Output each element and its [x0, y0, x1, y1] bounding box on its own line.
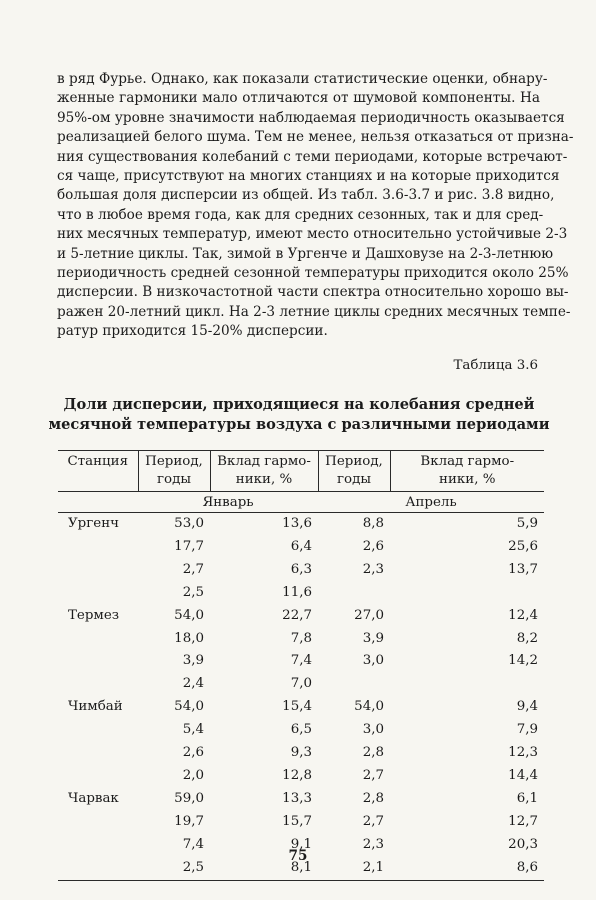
- value-cell: 2,7: [362, 767, 384, 783]
- station-cell: [58, 811, 138, 834]
- table-row: [58, 582, 544, 605]
- value-cell: [390, 582, 544, 605]
- value-cell: 3,0: [362, 722, 384, 738]
- paragraph-line: что в любое время года, как для средних сезонных, так и для сред-: [57, 206, 544, 223]
- value-cell: 2,5: [138, 857, 210, 880]
- station-cell: [58, 765, 138, 788]
- table-row: [58, 559, 544, 582]
- value-cell: 5,9: [516, 516, 538, 531]
- value-cell: 27,0: [354, 607, 384, 623]
- page-number: 75: [288, 848, 308, 864]
- value-cell: 22,7: [282, 607, 312, 623]
- value-cell: 13,6: [282, 516, 312, 531]
- paragraph-line: большая доля дисперсии из общей. Из табл. 3.6-3.7 и рис. 3.8 видно,: [57, 187, 555, 204]
- station-cell: Чимбай: [68, 699, 123, 715]
- caption-line-1: Доли дисперсии, приходящиеся на колебания средней: [63, 396, 535, 413]
- paragraph-line: дисперсии. В низкочастотной части спектра относительно хорошо вы-: [57, 284, 569, 301]
- value-cell: 14,4: [508, 767, 538, 783]
- table-row: [58, 788, 544, 811]
- value-cell: 20,3: [508, 836, 538, 852]
- table-row: [58, 650, 544, 673]
- paragraph-line: них месячных температур, имеют место относительно устойчивые 2-3: [57, 226, 568, 243]
- body-paragraph: [57, 70, 574, 342]
- table-body: [58, 513, 544, 881]
- table-number: Таблица 3.6: [453, 358, 538, 373]
- station-cell: [58, 650, 138, 673]
- paragraph-line: реализацией белого шума. Тем не менее, нельзя отказаться от призна-: [57, 129, 574, 146]
- value-cell: 2,8: [362, 745, 384, 761]
- value-cell: [318, 582, 390, 605]
- table-row: [58, 513, 544, 536]
- value-cell: 11,6: [282, 584, 312, 600]
- value-cell: 12,3: [508, 745, 538, 761]
- table-row: [58, 536, 544, 559]
- station-cell: [58, 628, 138, 651]
- value-cell: 15,4: [282, 699, 312, 715]
- station-cell: [58, 719, 138, 742]
- station-cell: [58, 582, 138, 605]
- paragraph-line: 95%-ом уровне значимости наблюдаемая периодичность оказывается: [57, 109, 565, 126]
- paragraph-line: периодичность средней сезонной температуры приходится около 25%: [57, 265, 569, 282]
- value-cell: 5,4: [182, 722, 204, 738]
- value-cell: 53,0: [174, 516, 204, 531]
- value-cell: 17,7: [174, 538, 204, 554]
- paragraph-line: в ряд Фурье. Однако, как показали статистические оценки, обнару-: [57, 71, 548, 87]
- value-cell: [318, 673, 390, 696]
- value-cell: 59,0: [174, 790, 204, 806]
- value-cell: 13,7: [508, 561, 538, 577]
- value-cell: 3,9: [182, 653, 204, 669]
- station-cell: [58, 742, 138, 765]
- value-cell: 2,4: [182, 676, 204, 692]
- value-cell: 3,9: [362, 630, 384, 646]
- value-cell: 6,3: [290, 561, 312, 577]
- value-cell: 2,6: [362, 538, 384, 554]
- value-cell: 13,3: [282, 790, 312, 806]
- value-cell: 7,9: [516, 722, 538, 738]
- header-station: Станция: [58, 451, 138, 492]
- table-caption: [40, 395, 558, 435]
- station-cell: [58, 559, 138, 582]
- value-cell: 2,0: [182, 767, 204, 783]
- month-april: Апрель: [318, 492, 544, 513]
- value-cell: 2,7: [182, 561, 204, 577]
- value-cell: 54,0: [354, 699, 384, 715]
- value-cell: 14,2: [508, 653, 538, 669]
- station-cell: Чарвак: [68, 790, 119, 806]
- paragraph-line: ся чаще, присутствуют на многих станциях и на которые приходится: [57, 168, 560, 185]
- value-cell: 6,1: [516, 790, 538, 806]
- table-row: [58, 742, 544, 765]
- value-cell: 2,8: [362, 790, 384, 806]
- value-cell: 2,6: [182, 745, 204, 761]
- value-cell: 7,0: [290, 676, 312, 692]
- value-cell: 12,8: [282, 767, 312, 783]
- value-cell: 6,4: [290, 538, 312, 554]
- value-cell: 18,0: [174, 630, 204, 646]
- dispersion-table: [58, 450, 544, 881]
- value-cell: 8,1: [210, 857, 318, 880]
- value-cell: 25,6: [508, 538, 538, 554]
- value-cell: 54,0: [174, 607, 204, 623]
- station-cell: [58, 673, 138, 696]
- paragraph-line: и 5-летние циклы. Так, зимой в Ургенче и Дашховузе на 2-3-летнюю: [57, 245, 554, 262]
- paragraph-line: женные гармоники мало отличаются от шумовой компоненты. На: [57, 90, 540, 107]
- value-cell: 6,5: [290, 722, 312, 738]
- header-period-jan: Период, годы: [138, 451, 210, 492]
- station-cell: Ургенч: [68, 516, 119, 531]
- month-january: Январь: [138, 492, 318, 513]
- header-contrib-jan: Вклад гармо- ники, %: [210, 451, 318, 492]
- paragraph-line: ратур приходится 15-20% дисперсии.: [57, 323, 328, 340]
- value-cell: 12,7: [508, 813, 538, 829]
- value-cell: 9,3: [290, 745, 312, 761]
- value-cell: [390, 673, 544, 696]
- value-cell: 54,0: [174, 699, 204, 715]
- value-cell: 2,1: [318, 857, 390, 880]
- value-cell: 2,7: [362, 813, 384, 829]
- value-cell: 19,7: [174, 813, 204, 829]
- caption-line-2: месячной температуры воздуха с различными периодами: [48, 416, 550, 433]
- value-cell: 2,5: [182, 584, 204, 600]
- value-cell: 8,6: [390, 857, 544, 880]
- table-row: [58, 811, 544, 834]
- table-row: [58, 605, 544, 628]
- header-contrib-apr: Вклад гармо- ники, %: [390, 451, 544, 492]
- table-row: [58, 719, 544, 742]
- value-cell: 7,8: [290, 630, 312, 646]
- value-cell: 9,1: [290, 836, 312, 852]
- value-cell: 7,4: [182, 836, 204, 852]
- value-cell: 9,4: [516, 699, 538, 715]
- paragraph-line: ражен 20-летний цикл. На 2-3 летние циклы средних месячных темпе-: [57, 303, 571, 320]
- value-cell: 8,2: [516, 630, 538, 646]
- table-row: [58, 628, 544, 651]
- table-row: [58, 696, 544, 719]
- value-cell: 3,0: [362, 653, 384, 669]
- header-period-apr: Период, годы: [318, 451, 390, 492]
- value-cell: 15,7: [282, 813, 312, 829]
- station-cell: Термез: [68, 607, 120, 623]
- value-cell: 12,4: [508, 607, 538, 623]
- paragraph-line: ния существования колебаний с теми периодами, которые встречают-: [57, 148, 568, 165]
- value-cell: 8,8: [362, 516, 384, 531]
- station-cell: [58, 536, 138, 559]
- value-cell: 2,3: [362, 836, 384, 852]
- value-cell: 7,4: [290, 653, 312, 669]
- table-row: [58, 765, 544, 788]
- value-cell: 2,3: [362, 561, 384, 577]
- table-row: [58, 673, 544, 696]
